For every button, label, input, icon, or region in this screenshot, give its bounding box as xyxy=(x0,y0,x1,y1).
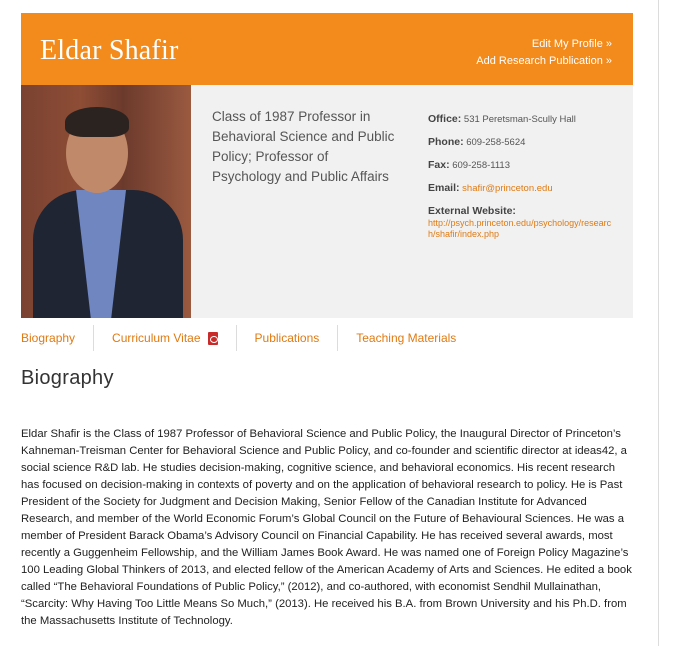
photo-hair xyxy=(65,107,129,137)
tab-biography[interactable] xyxy=(21,331,75,345)
email-label: Email: xyxy=(428,182,460,194)
contact-info xyxy=(428,113,618,250)
tab-teaching-label: Teaching Materials xyxy=(356,331,457,345)
office-label: Office: xyxy=(428,113,462,125)
tab-divider xyxy=(337,325,338,351)
profile-header xyxy=(21,13,633,85)
header-links xyxy=(476,36,612,70)
office-row xyxy=(428,113,618,126)
biography-text: Eldar Shafir is the Class of 1987 Professor of Behavioral Science and Public Policy, the Inaugural Director of Princeton’s Kahneman-Treisman Center for Behavioral Science and Public Policy, and co-founder and scientific director at ideas42, a social science R&D lab. He studies decision-making, cognitive science, and behavioral economics. His recent research has focused on decision-making in contexts of poverty and on the application of behavioral research to policy. He is Past President of the Society for Judgment and Decision Making, Senior Fellow of the Canadian Institute for Advanced Research, and member of the World Economic Forum’s Global Council on the Future of Behavioural Sciences. He was a member of President Barack Obama’s Advisory Council on Financial Capability. He has received several awards, most recently a Guggenheim Fellowship, and the William James Book Award. He was named one of Foreign Policy Magazine’s 100 Leading Global Thinkers of 2013, and elected fellow of the American Academy of Arts and Sciences. He edited a book called “The Behavioral Foundations of Public Policy,” (2012), and co-authored, with economist Sendhil Mullainathan, “Scarcity: Why Having Too Little Means So Much,” (2013). He received his B.A. from Brown University and his Ph.D. from the Massachusetts Institute of Technology. xyxy=(21,428,632,627)
edit-profile-link[interactable]: Edit My Profile » xyxy=(531,38,612,50)
website-link[interactable]: http://psych.princeton.edu/psychology/research/shafir/index.php xyxy=(428,218,612,239)
profile-card xyxy=(21,85,633,318)
phone-value: 609-258-5624 xyxy=(466,137,526,148)
phone-label: Phone: xyxy=(428,136,464,148)
tab-divider xyxy=(93,325,94,351)
pdf-icon xyxy=(208,332,218,345)
fax-label: Fax: xyxy=(428,159,450,171)
profile-tabs xyxy=(21,325,456,351)
biography-heading: Biography xyxy=(21,367,114,389)
office-value: 531 Peretsman-Scully Hall xyxy=(463,114,576,125)
add-publication-link[interactable]: Add Research Publication » xyxy=(476,55,612,67)
profile-title: Class of 1987 Professor in Behavioral Science and Public Policy; Professor of Psychology and Public Affairs xyxy=(212,109,395,184)
tab-curriculum-vitae[interactable] xyxy=(112,331,217,345)
fax-value: 609-258-1113 xyxy=(452,160,510,171)
tab-publications-label: Publications xyxy=(254,331,320,345)
tab-teaching-materials[interactable] xyxy=(356,331,456,345)
tab-cv-label: Curriculum Vitae xyxy=(112,331,201,345)
right-divider xyxy=(658,0,659,646)
fax-row xyxy=(428,159,618,172)
email-row xyxy=(428,182,618,195)
profile-name: Eldar Shafir xyxy=(40,35,179,66)
website-row xyxy=(428,205,618,240)
website-label: External Website: xyxy=(428,205,516,217)
phone-row xyxy=(428,136,618,149)
tab-publications[interactable] xyxy=(255,331,320,345)
tab-divider xyxy=(236,325,237,351)
portrait-photo xyxy=(21,85,191,318)
email-link[interactable]: shafir@princeton.edu xyxy=(462,183,553,194)
tab-biography-label: Biography xyxy=(21,331,76,345)
